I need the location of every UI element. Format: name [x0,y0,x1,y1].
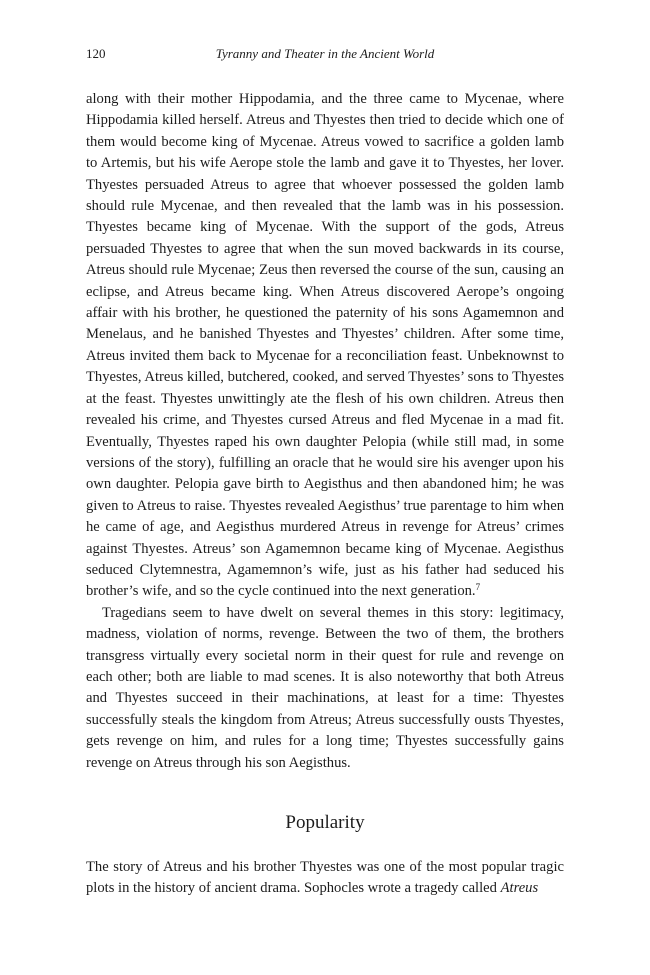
body-text [86,89,564,774]
paragraph-themes: Tragedians seem to have dwelt on several themes in this story: legitimacy, madness, violation of norms, revenge. Between the two of them, the brothers transgress virtually every societal norm in their quest for rule and revenge on each other; both are liable to mad scenes. It is also noteworthy that both Atreus and Thyestes succeed in their machinations, at least for a time: Thyestes successfully steals the kingdom from Atreus; Atreus successfully ousts Thyestes, gets revenge on him, and rules for a long time; Thyestes successfully gains revenge on Atreus through his son Aegisthus. [86,604,564,771]
paragraph-continued [86,89,564,603]
footnote-reference[interactable]: 7 [475,582,481,593]
body-text-section [86,857,564,900]
paragraph-text: The story of Atreus and his brother Thyestes was one of the most popular tragic plots in the history of ancient drama. Sophocles wrote a tragedy called [86,859,564,897]
play-title: Atreus [500,880,539,897]
paragraph-popularity [86,857,564,900]
paragraph-text: along with their mother Hippodamia, and the three came to Mycenae, where Hippodamia killed herself. Atreus and Thyestes then tried to decide which one of them would become king of Mycenae. Atreus vowed to sacrifice a golden lamb to Artemis, but his wife Aerope stole the lamb and gave it to Thyestes, her lover. Thyestes persuaded Atreus to agree that whoever possessed the golden lamb should rule Mycenae, and then revealed that the lamb was in his possession. Thyestes became king of Mycenae. With the support of the gods, Atreus persuaded Thyestes to agree that when the sun moved backwards in its course, Atreus should rule Mycenae; Zeus then reversed the course of the sun, causing an eclipse, and Atreus became king. When Atreus discovered Aerope’s ongoing affair with his brother, he questioned the paternity of his sons Agamemnon and Menelaus, and he banished Thyestes and Thyestes’ children. After some time, Atreus invited them back to Mycenae for a reconciliation feast. Unbeknownst to Thyestes, Atreus killed, butchered, cooked, and served Thyestes’ sons to Thyestes at the feast. Thyestes unwittingly ate the flesh of his own children. Atreus then revealed his crime, and Thyestes cursed Atreus and fled Mycenae in a mad fit. Eventually, Thyestes raped his own daughter Pelopia (while still mad, in some versions of the story), fulfilling an oracle that he would sire his avenger upon his own daughter. Pelopia gave birth to Aegisthus and then abandoned him; he was given to Atreus to raise. Thyestes revealed Aegisthus’ true parentage to him when he came of age, and Aegisthus murdered Atreus in revenge for Atreus’ crimes against Thyestes. Atreus’ son Agamemnon became king of Mycenae. Aegisthus seduced Clytemnestra, Agamemnon’s wife, just as his father had seduced his brother’s wife, and so the cycle continued into the next generation. [86,91,564,600]
page-header [86,44,564,64]
page-number: 120 [86,46,106,61]
section-heading: Popularity [285,812,365,833]
running-head: Tyranny and Theater in the Ancient World [215,46,435,61]
